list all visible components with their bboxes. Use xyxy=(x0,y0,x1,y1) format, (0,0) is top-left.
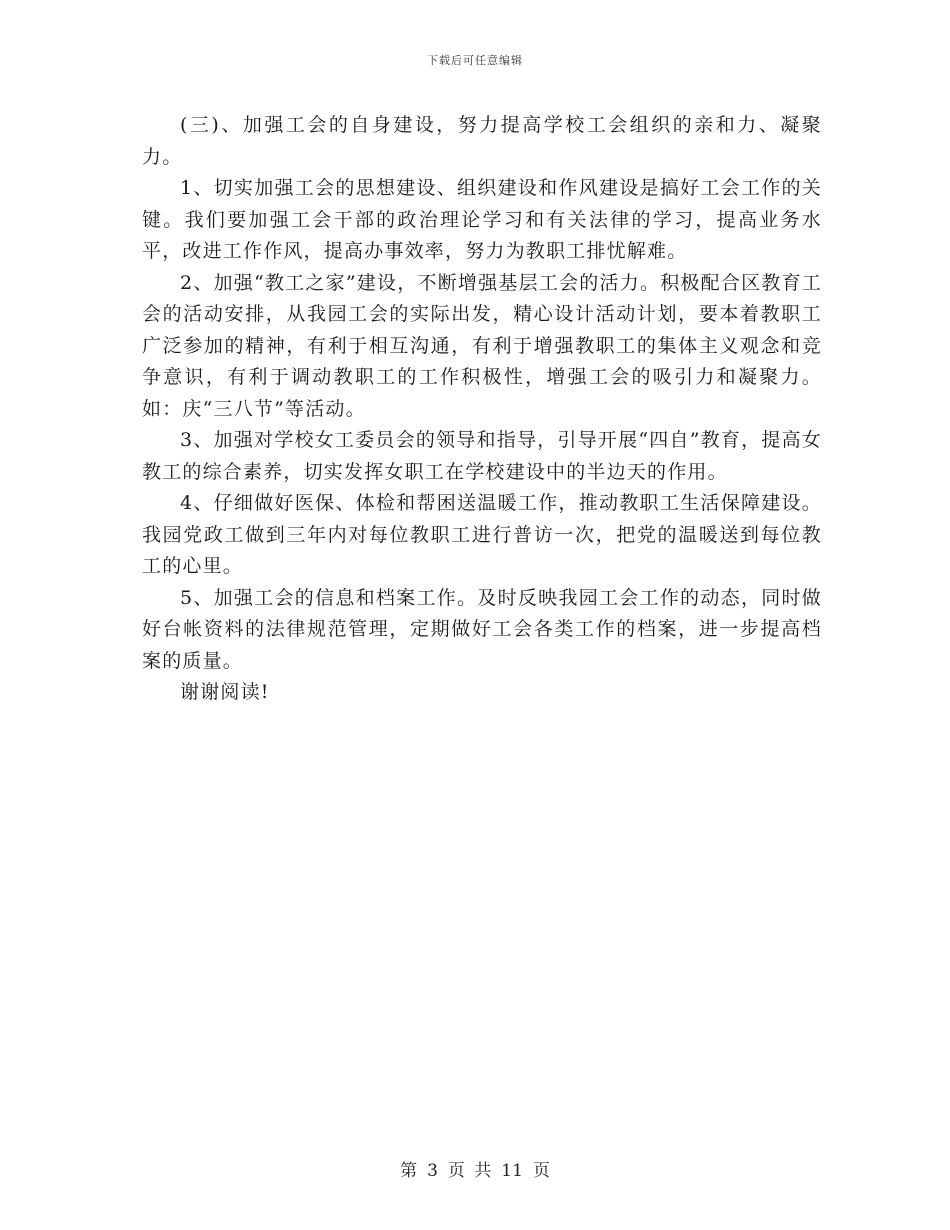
footer-prefix: 第 xyxy=(400,1161,418,1181)
footer-suffix: 页 xyxy=(532,1161,550,1181)
paragraph-item-5: 5、加强工会的信息和档案工作。及时反映我园工会工作的动态，同时做好台帐资料的法律规范管理，定期做好工会各类工作的档案，进一步提高档案的质量。 xyxy=(142,586,822,672)
paragraph-item-3: 3、加强对学校女工委员会的领导和指导，引导开展“四自”教育，提高女教工的综合素养，切实发挥女职工在学校建设中的半边天的作用。 xyxy=(142,429,822,483)
page-header: 下载后可任意编辑 xyxy=(427,54,523,67)
paragraph-closing: 谢谢阅读! xyxy=(180,681,270,703)
document-body xyxy=(142,110,822,709)
paragraph-item-4: 4、仔细做好医保、体检和帮困送温暖工作，推动教职工生活保障建设。我园党政工做到三年内对每位教职工进行普访一次，把党的温暖送到每位教工的心里。 xyxy=(142,492,822,577)
footer-page-number: 3 xyxy=(427,1161,438,1181)
page-footer xyxy=(0,1156,950,1181)
paragraph-item-2: 2、加强“教工之家”建设，不断增强基层工会的活力。积极配合区教育工会的活动安排，从我园工会的实际出发，精心设计活动计划，要本着教职工广泛参加的精神，有利于相互沟通，有利于增强教职工的集体主义观念和竞争意识，有利于调动教职工的工作积极性，增强工会的吸引力和凝聚力。如：庆“三八节”等活动。 xyxy=(142,271,822,420)
paragraph-section-heading: (三)、加强工会的自身建设，努力提高学校工会组织的亲和力、凝聚力。 xyxy=(142,114,822,168)
paragraph-item-1: 1、切实加强工会的思想建设、组织建设和作风建设是搞好工会工作的关键。我们要加强工会干部的政治理论学习和有关法律的学习，提高业务水平，改进工作作风，提高办事效率，努力为教职工排忧解难。 xyxy=(142,177,822,262)
footer-mid: 页 共 xyxy=(447,1161,492,1181)
footer-total-pages: 11 xyxy=(501,1161,523,1181)
